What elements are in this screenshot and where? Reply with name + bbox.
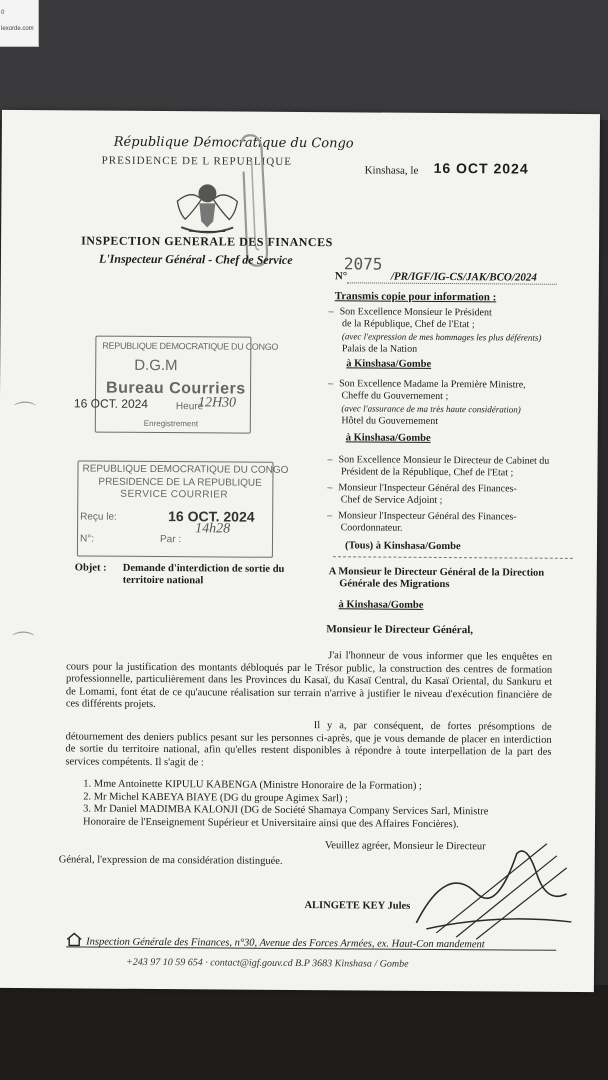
footer-contact: +243 97 10 59 654 · contact@igf.gouv.cd B.P 3683 Kinshasa / Gombe [126, 956, 409, 970]
handwritten-number: 2075 [343, 254, 383, 274]
letter-page [0, 110, 600, 992]
body-paragraph: Il y a, par conséquent, de fortes présomptions de détournement des deniers publics pesant sur les personnes ci-après, que je vous demande de placer en interdiction de sortie du territoire national, afin qu'elles restent disponibles à répondre à toute interpellation de la part des services compétents. Il s'agit de : [65, 720, 552, 768]
recipient-line: Coordonnateur. [340, 522, 403, 534]
recipient-line: Son Excellence Monsieur le Président [339, 306, 492, 319]
stamp-date: 16 OCT. 2024 [168, 508, 255, 525]
list-item: 2. Mr Michel KABEYA BIAYE (DG du groupe Agimex Sarl) ; [83, 790, 348, 804]
recipient-line: de la République, Chef de l'Etat ; [341, 318, 475, 331]
stamp-line: REPUBLIQUE DEMOCRATIQUE DU CONGO [82, 463, 289, 476]
house-icon [66, 932, 82, 946]
person-list [83, 778, 489, 831]
stamp-line: Par : [159, 534, 182, 546]
signature-icon [406, 833, 577, 944]
closing-line: Veuillez agréer, Monsieur le Directeur [324, 840, 486, 853]
addressee [329, 566, 544, 592]
recipient-line: Cheffe du Gouvernement ; [341, 390, 449, 403]
recipient-line: Son Excellence Madame la Première Ministre, [339, 378, 526, 391]
recipient-address: à Kinshasa/Gombe [346, 358, 432, 370]
salutation: Monsieur le Directeur Général, [326, 623, 474, 637]
recipient-line: Palais de la Nation [341, 343, 418, 355]
recipient-line: Chef de Service Adjoint ; [340, 494, 443, 506]
punch-mark: ⌒ [12, 629, 35, 656]
stamp-line: Enregistrement [143, 418, 199, 429]
republic-name: République Démocratique du Congo [113, 134, 354, 152]
footer-address: Inspection Générale des Finances, n°30, Avenue des Forces Armées, ex. Haut-Con mandement [86, 936, 485, 951]
stamp-line: Heure [175, 401, 204, 413]
date-stamp: 16 OCT 2024 [433, 159, 529, 177]
list-item: Honoraire de l'Enseignement Supérieur et Universitaire ainsi que des Affaires Foncières). [83, 815, 459, 830]
addressee-line: A Monsieur le Directeur Général de la Direction [328, 566, 545, 579]
stamp-line: Reçu le: [80, 511, 117, 523]
objet-label: Objet : [74, 562, 107, 574]
dgm-stamp [95, 336, 279, 434]
inspection-heading: INSPECTION GENERALE DES FINANCES [81, 233, 333, 250]
transmis-heading: Transmis copie pour information : [334, 290, 497, 304]
number-label: N° [334, 270, 348, 283]
recipient-line: (avec l'expression de mes hommages les plus déférents) [341, 331, 542, 343]
closing-line: Général, l'expression de ma considération distinguée. [58, 854, 283, 867]
body-paragraph: J'ai l'honneur de vous informer que les enquêtes en cours pour la justification des montants débloqués par le Trésor public, la construction des centres de formation professionnelle, particulièrement dans les Provinces du Kasaï, du Kasaï Central, du Kasaï Oriental, du Sankuru et de Lomami, font état de ce qu'aucune réalisation sur terrain n'arrive à justifier le niveau d'exécution financière de ces différents projets. [65, 650, 553, 711]
paper-scrap [0, 0, 39, 47]
recipient-line: Hôtel du Gouvernement [341, 415, 439, 427]
recipient-block: – Son Excellence Madame la Première Ministre, Cheffe du Gouvernement ; (avec l'assurance de ma très haute considération) Hôtel du Gouvernement [328, 378, 526, 427]
recipient-block: – Monsieur l'Inspecteur Général des Finances- Chef de Service Adjoint ; [327, 482, 517, 506]
recipient-address: à Kinshasa/Gombe [345, 432, 431, 444]
signer-name: ALINGETE KEY Jules [304, 900, 411, 912]
background-top [0, 0, 608, 120]
stamp-time: 12H30 [197, 395, 237, 411]
stamp-handwriting: 14h28 [195, 521, 231, 537]
recipient-line: Monsieur l'Inspecteur Général des Finances- [338, 510, 517, 523]
recipient-block: – Son Excellence Monsieur le Président de la République, Chef de l'Etat ; (avec l'expression de mes hommages les plus déférents) Palais de la Nation [328, 306, 542, 355]
presidence-heading: PRESIDENCE DE L REPUBLIQUE [101, 154, 292, 168]
courrier-stamp [77, 460, 289, 557]
recipient-line: Président de la République, Chef de l'Etat ; [340, 466, 514, 479]
objet-line: Demande d'interdiction de sortie du [122, 562, 285, 575]
stamp-line: REPUBLIQUE DEMOCRATIQUE DU CONGO [102, 340, 279, 352]
stamp-date: 16 OCT. 2024 [73, 396, 149, 411]
inspecteur-heading: L'Inspecteur Général - Chef de Service [98, 251, 293, 267]
background-bottom [0, 985, 608, 1080]
list-item: 1. Mme Antoinette KIPULU KABENGA (Ministre Honoraire de la Formation) ; [83, 778, 422, 792]
recipient-block: – Monsieur l'Inspecteur Général des Finances- Coordonnateur. [327, 510, 517, 534]
reference-number: /PR/IGF/IG-CS/JAK/BCO/2024 [390, 270, 537, 284]
divider [333, 556, 573, 559]
scrap-line: lexorde.com [1, 26, 34, 32]
punch-mark: ⌒ [13, 400, 36, 426]
stamp-line: PRESIDENCE DE LA REPUBLIQUE [98, 476, 262, 489]
objet-text [123, 563, 285, 588]
reference-underline [347, 282, 557, 284]
list-item: 3. Mr Daniel MADIMBA KALONJI (DG de Société Shamaya Company Services Sarl, Ministre [83, 803, 489, 818]
stamp-line: SERVICE COURRIER [120, 488, 229, 501]
stamp-line: N°: [79, 533, 95, 545]
recipient-line: Monsieur l'Inspecteur Général des Finances- [338, 482, 517, 495]
scrap-line: 0 [1, 10, 5, 16]
recipients-closing: (Tous) à Kinshasa/Gombe [344, 540, 461, 553]
stamp-line: D.G.M [134, 356, 178, 375]
addressee-address: à Kinshasa/Gombe [338, 599, 424, 611]
recipient-line: (avec l'assurance de ma très haute considération) [341, 403, 521, 415]
objet-line: territoire national [122, 574, 204, 587]
recipient-block: – Son Excellence Monsieur le Directeur de Cabinet du Président de la République, Chef de l'Etat ; [327, 454, 550, 479]
recipient-line: Son Excellence Monsieur le Directeur de Cabinet du [338, 454, 550, 467]
place-label: Kinshasa, le [364, 164, 419, 177]
paperclip-icon [231, 132, 280, 272]
addressee-line: Générale des Migrations [339, 578, 450, 591]
stamp-line: Bureau Courriers [106, 379, 246, 398]
